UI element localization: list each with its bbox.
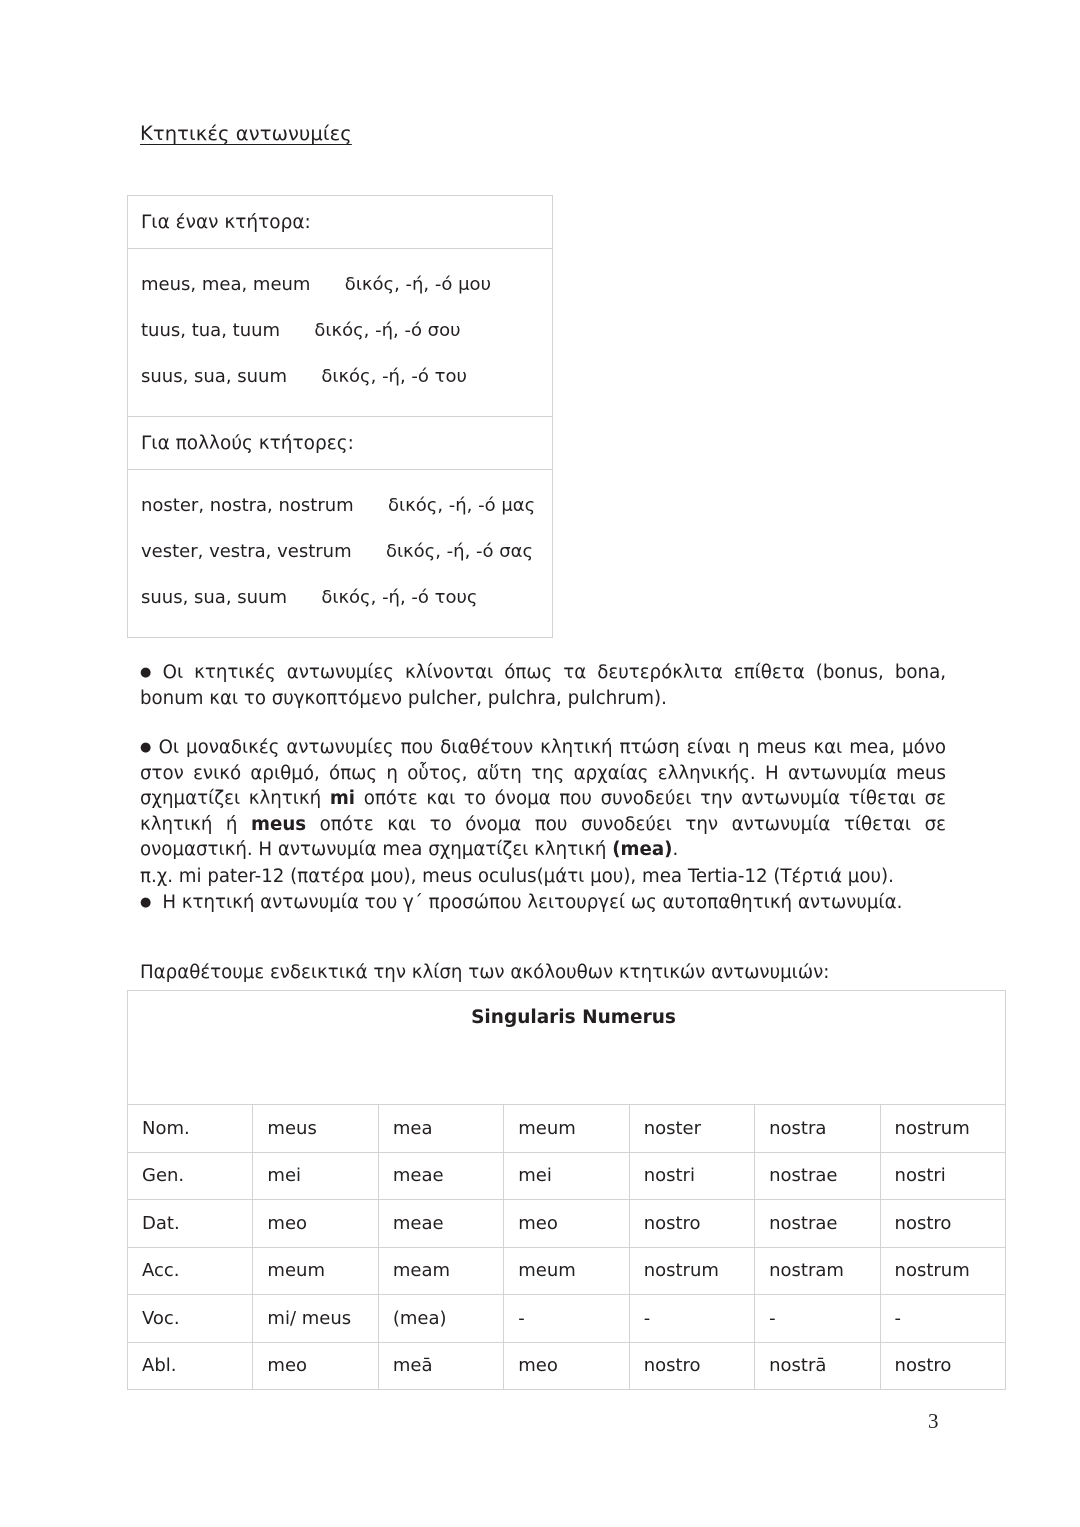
note-2-bold-meus: meus [251, 813, 307, 835]
table-row [128, 1247, 1006, 1295]
table-cell: nostrum [880, 1105, 1005, 1153]
case-label: Nom. [128, 1105, 253, 1153]
table-cell: nostro [880, 1342, 1005, 1390]
table-row [128, 470, 553, 638]
note-paragraph-2 [140, 735, 946, 889]
table-row [128, 1200, 1006, 1248]
section-heading-plural: Για πολλούς κτήτορες: [128, 417, 553, 470]
table-row [128, 196, 553, 249]
note-2-part-4: . [672, 839, 679, 860]
table-cell: nostra [755, 1105, 880, 1153]
note-1-text: Οι κτητικές αντωνυμίες κλίνονται όπως τα δευτερόκλιτα επίθετα (bonus, bona, bonum και το συγκοπτόμενο pulcher, pulchra, pulchrum). [140, 662, 946, 709]
table-cell: - [629, 1295, 754, 1343]
case-label: Acc. [128, 1247, 253, 1295]
table-header-row [128, 991, 1006, 1105]
table-cell: meus [253, 1105, 378, 1153]
declension-intro-text: Παραθέτουμε ενδεικτικά την κλίση των ακόλουθων κτητικών αντωνυμιών: [140, 962, 830, 983]
table-row [128, 417, 553, 470]
table-cell: meum [504, 1247, 629, 1295]
table-cell: meā [378, 1342, 503, 1390]
table-cell: nostram [755, 1247, 880, 1295]
bullet-icon: ● [140, 895, 152, 910]
table-cell: (mea) [378, 1295, 503, 1343]
possessive-line: noster, nostra, nostrum δικός, -ή, -ό μας [141, 495, 536, 516]
note-2-bold-mi: mi [329, 788, 356, 809]
table-cell: nostri [629, 1152, 754, 1200]
table-cell: nostri [880, 1152, 1005, 1200]
possessive-pronouns-table [127, 195, 553, 638]
section-heading-singular: Για έναν κτήτορα: [128, 196, 553, 249]
table-cell: meum [504, 1105, 629, 1153]
declension-table [127, 990, 1006, 1390]
note-3-text: Η κτητική αντωνυμία του γ΄ προσώπου λειτουργεί ως αυτοπαθητική αντωνυμία. [162, 892, 903, 913]
table-cell: - [880, 1295, 1005, 1343]
possessive-line: meus, mea, meum δικός, -ή, -ό μου [141, 274, 491, 295]
note-paragraph-1 [140, 660, 946, 711]
case-label: Gen. [128, 1152, 253, 1200]
table-cell: meae [378, 1152, 503, 1200]
table-cell: nostrae [755, 1200, 880, 1248]
note-2-part-3: οπότε και το όνομα που συνοδεύει την αντωνυμία τίθεται σε ονομαστική. Η αντωνυμία mea σχηματίζει κλητική [140, 813, 946, 860]
section-body-plural [128, 470, 553, 638]
table-cell: mei [504, 1152, 629, 1200]
section-body-singular [128, 249, 553, 417]
note-2-part-1: Οι μοναδικές αντωνυμίες που διαθέτουν κλητική πτώση είναι η meus και mea, μόνο στον ενικό αριθμό, όπως η οὗτος, αὕτη της αρχαίας ελληνικής. Η αντωνυμία meus σχηματίζει κλητική [140, 737, 947, 809]
case-label: Dat. [128, 1200, 253, 1248]
declension-table-title: Singularis Numerus [128, 991, 1006, 1105]
table-cell: nostrae [755, 1152, 880, 1200]
bullet-icon: ● [140, 740, 153, 755]
note-2-example: π.χ. mi pater-12 (πατέρα μου), meus oculus(μάτι μου), mea Tertia-12 (Τέρτιά μου). [140, 865, 894, 887]
possessive-line: suus, sua, suum δικός, -ή, -ό του [141, 366, 467, 387]
table-cell: meo [253, 1342, 378, 1390]
page-title: Κτητικές αντωνυμίες [140, 122, 352, 145]
table-cell: mi/ meus [253, 1295, 378, 1343]
table-row [128, 1342, 1006, 1390]
possessive-line: vester, vestra, vestrum δικός, -ή, -ό σας [141, 541, 534, 562]
note-paragraph-3 [140, 890, 946, 916]
table-row [128, 1152, 1006, 1200]
note-2-bold-mea: (mea) [612, 839, 673, 860]
table-cell: nostro [629, 1342, 754, 1390]
table-cell: nostrum [629, 1247, 754, 1295]
table-cell: nostro [880, 1200, 1005, 1248]
table-cell: - [504, 1295, 629, 1343]
table-row [128, 1295, 1006, 1343]
table-row [128, 249, 553, 417]
table-cell: meam [378, 1247, 503, 1295]
table-cell: noster [629, 1105, 754, 1153]
table-cell: - [755, 1295, 880, 1343]
table-cell: nostrā [755, 1342, 880, 1390]
table-cell: meum [253, 1247, 378, 1295]
case-label: Abl. [128, 1342, 253, 1390]
table-cell: nostro [629, 1200, 754, 1248]
page-number: 3 [928, 1409, 939, 1433]
table-cell: meo [504, 1342, 629, 1390]
table-cell: mei [253, 1152, 378, 1200]
table-row [128, 1105, 1006, 1153]
bullet-icon: ● [140, 665, 157, 680]
possessive-line: tuus, tua, tuum δικός, -ή, -ό σου [141, 320, 461, 341]
case-label: Voc. [128, 1295, 253, 1343]
possessive-line: suus, sua, suum δικός, -ή, -ό τους [141, 587, 478, 608]
table-cell: mea [378, 1105, 503, 1153]
note-2-part-2: οπότε και το όνομα που συνοδεύει την αντωνυμία τίθεται σε κλητική ή [140, 788, 946, 835]
table-cell: nostrum [880, 1247, 1005, 1295]
table-cell: meo [253, 1200, 378, 1248]
table-cell: meo [504, 1200, 629, 1248]
table-cell: meae [378, 1200, 503, 1248]
